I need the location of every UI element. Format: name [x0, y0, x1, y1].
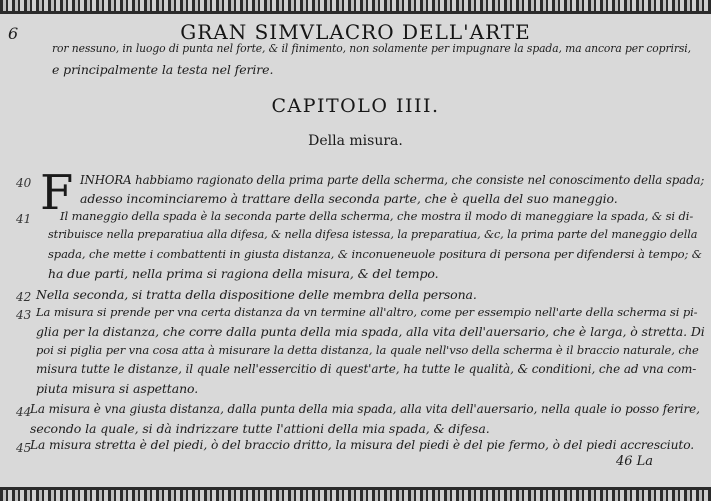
running-head: GRAN SIMVLACRO DELL'ARTE — [180, 20, 531, 44]
paragraph-number: 41 — [16, 212, 32, 226]
text-line: Il maneggio della spada è la seconda parte della scherma, che mostra il modo di maneggiare la spada, & si di- — [60, 209, 694, 223]
paragraph-number: 40 — [16, 176, 32, 190]
text-line: adesso incominciaremo à trattare della seconda parte, che è quella del suo maneggio. — [80, 191, 618, 206]
section-subtitle: Della misura. — [308, 133, 403, 149]
drop-cap: F — [40, 165, 74, 221]
text-line: ror nessuno, in luogo di punta nel forte, & il finimento, non solamente per impugnare la spada, ma ancora per coprirsi, — [52, 42, 691, 55]
text-line: ha due parti, nella prima si ragiona della misura, & del tempo. — [48, 266, 439, 281]
paragraph-number: 44 — [16, 405, 32, 419]
text-line: Nella seconda, si tratta della dispositione delle membra della persona. — [36, 287, 477, 302]
text-line: misura tutte le distanze, il quale nell'essercitio di quest'arte, ha tutte le qualità, & conditioni, che ad vna com- — [36, 362, 697, 376]
paragraph-number: 45 — [16, 441, 32, 455]
text-line: spada, che mette i combattenti in giusta distanza, & inconueneuole positura di persona per difendersi à tempo; & — [48, 247, 702, 261]
text-line: piuta misura si aspettano. — [36, 381, 199, 396]
chapter-heading: CAPITOLO IIII. — [271, 95, 440, 117]
catchword: 46 La — [616, 454, 654, 469]
text-line: La misura stretta è del piedi, ò del braccio dritto, la misura del piedi è del pie fermo, ò del piedi accresciuto. — [30, 438, 695, 452]
ornamental-border-top — [0, 0, 711, 14]
ornamental-border-bottom — [0, 487, 711, 501]
text-line: La misura è vna giusta distanza, dalla punta della mia spada, alla vita dell'auersario, nella quale io posso ferire, — [30, 402, 700, 416]
paragraph-number: 43 — [16, 308, 32, 322]
text-line: secondo la quale, si dà indrizzare tutte l'attioni della mia spada, & difesa. — [30, 421, 490, 436]
page-number: 6 — [8, 24, 19, 43]
paragraph-number: 42 — [16, 290, 32, 304]
text-line: poi si piglia per vna cosa atta à misurare la detta distanza, la quale nell'vso della scherma è il braccio naturale, che — [36, 343, 699, 357]
text-line: stribuisce nella preparatiua alla difesa, & nella difesa istessa, la preparatiua, &c, la prima parte del maneggio della — [48, 228, 698, 241]
text-line: glia per la distanza, che corre dalla punta della mia spada, alla vita dell'auersario, che è larga, ò stretta. Di — [36, 324, 705, 339]
text-line: INHORA habbiamo ragionato della prima parte della scherma, che consiste nel conoscimento della spada; — [80, 173, 705, 187]
text-line: La misura si prende per vna certa distanza da vn termine all'altro, come per essempio nell'arte della scherma si pi- — [36, 305, 698, 319]
text-line: e principalmente la testa nel ferire. — [52, 62, 274, 77]
